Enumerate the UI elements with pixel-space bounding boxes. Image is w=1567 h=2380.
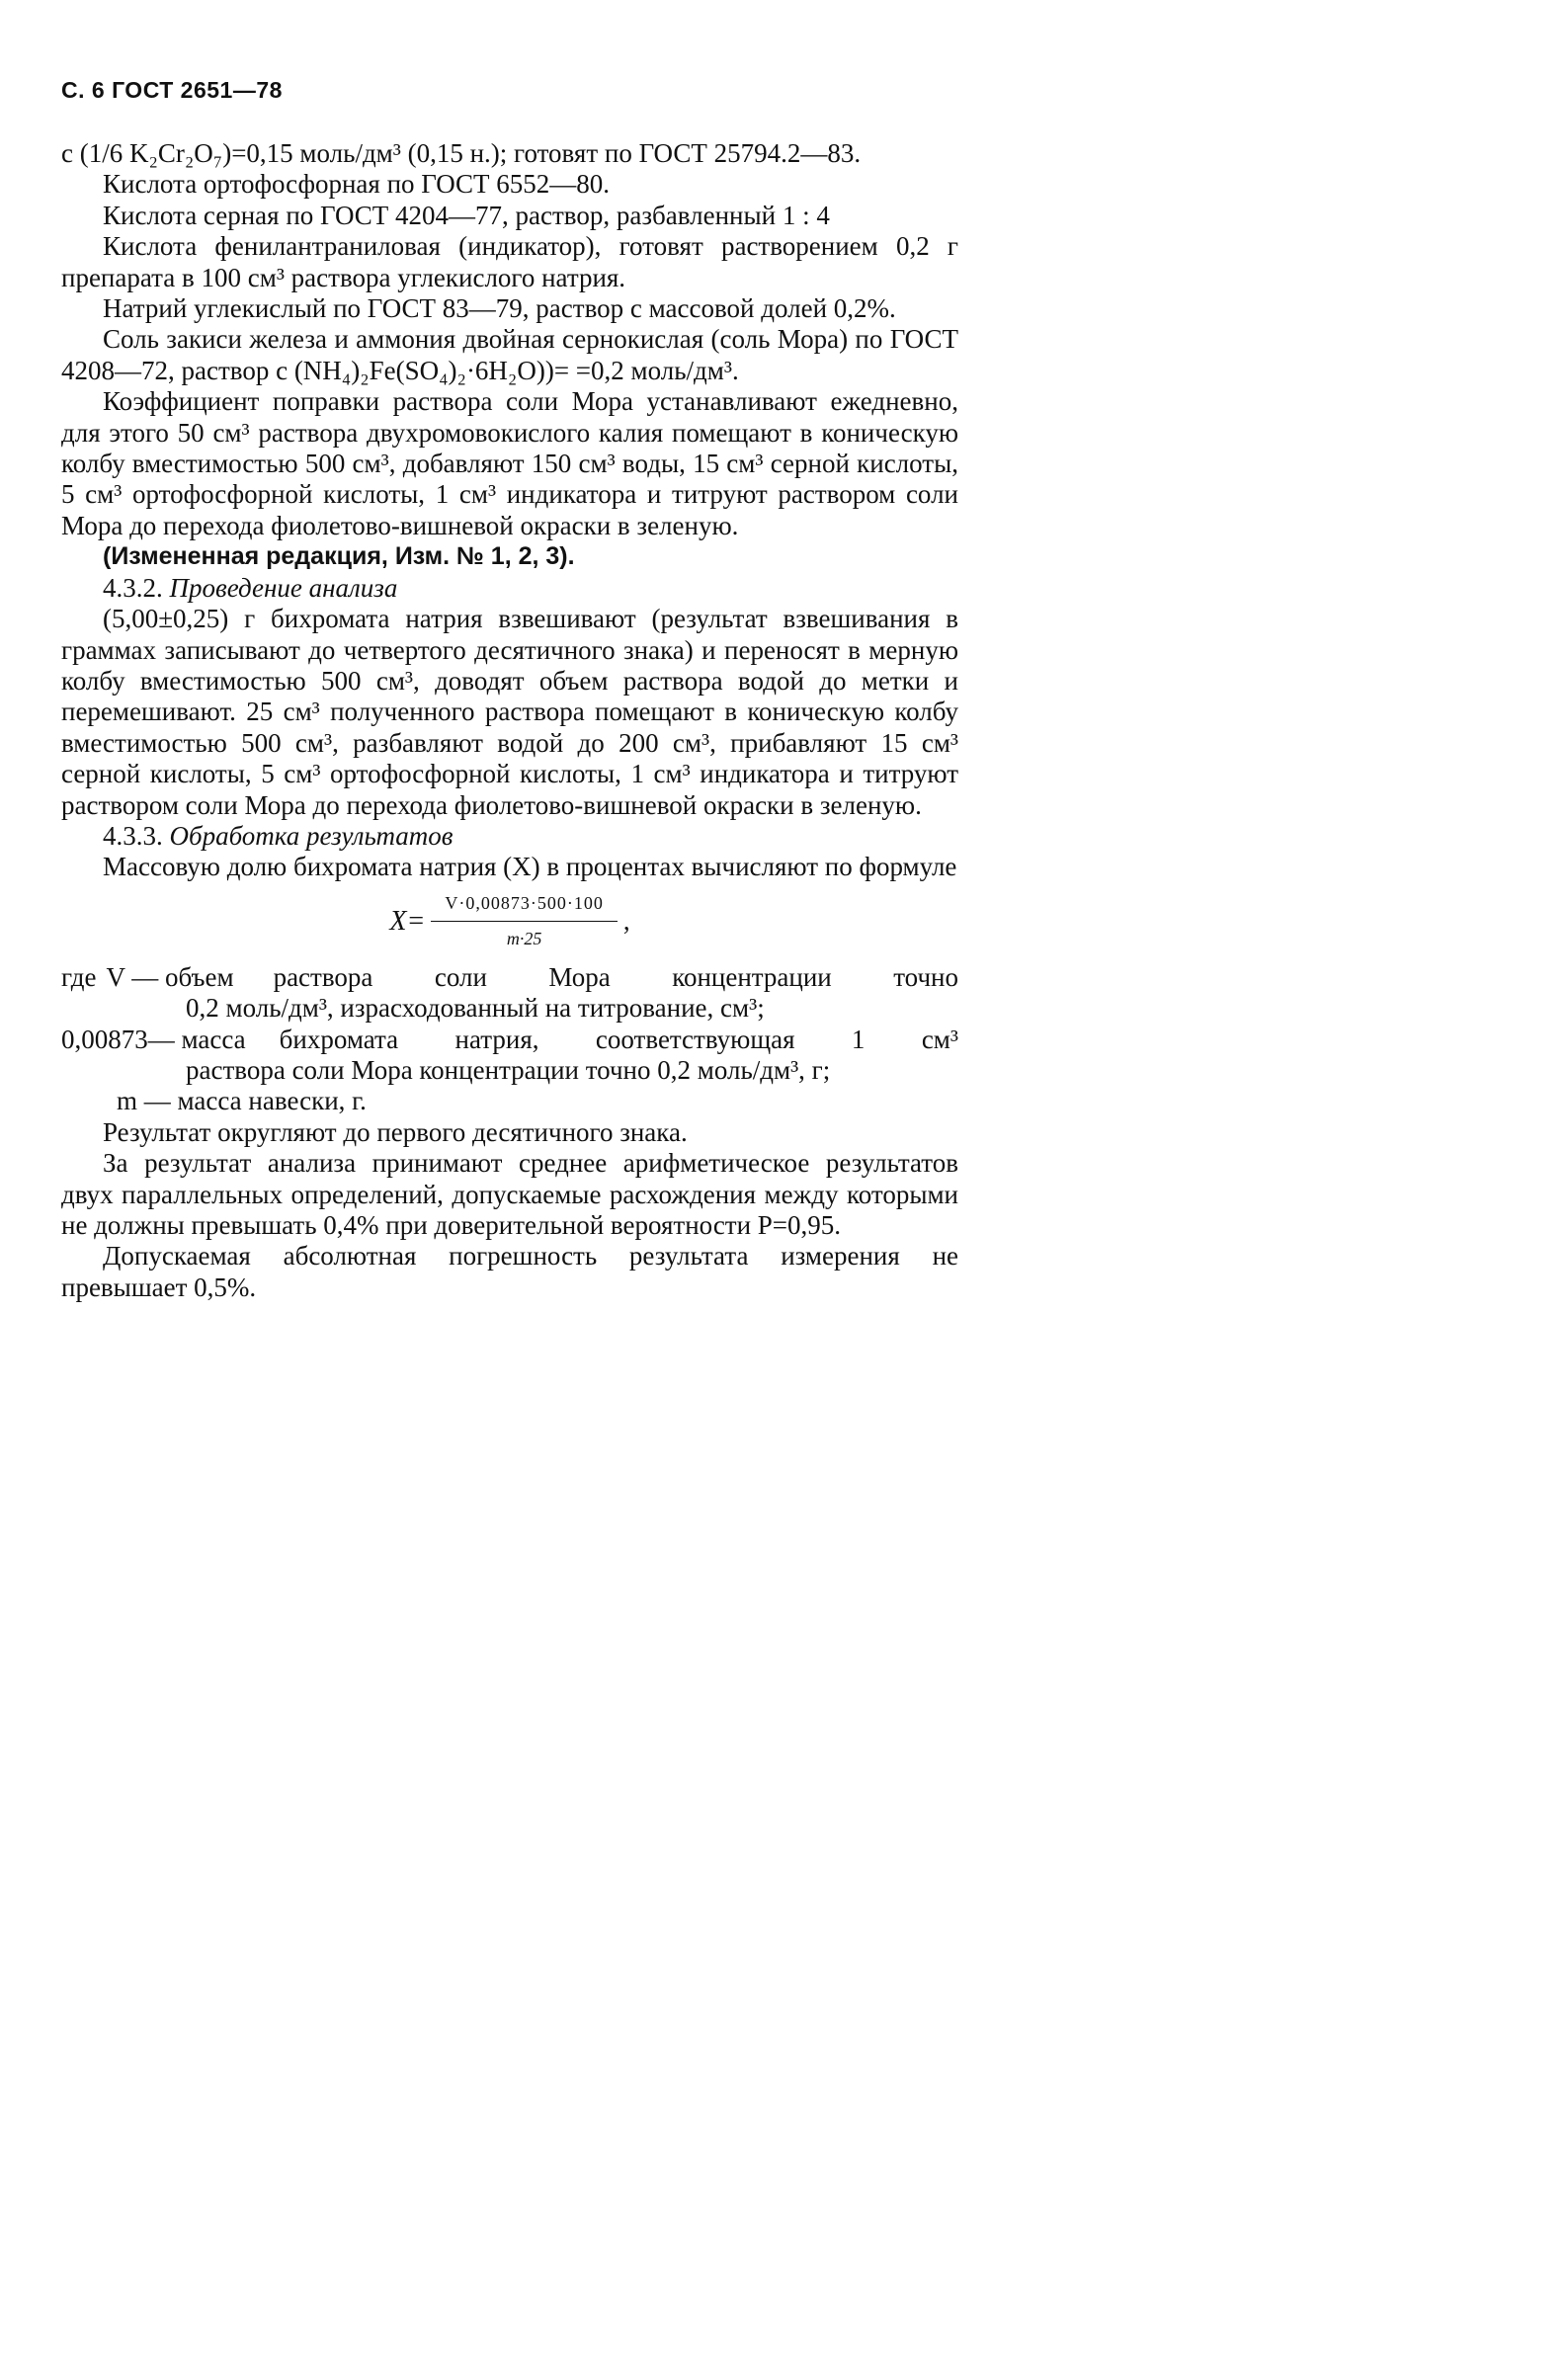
definition-m: m — масса навески, г. (117, 1086, 367, 1116)
definition-coefficient (61, 1025, 958, 1055)
amendment-note: (Измененная редакция, Изм. № 1, 2, 3). (103, 542, 575, 571)
mohr-salt-paragraph: Соль закиси железа и аммония двойная сернокислая (соль Мора) по ГОСТ 4208—72, раствор с (NH₄)₂Fe(SO₄)₂·6H₂O))= =0,2 моль/дм³. (61, 324, 958, 385)
section-number: 4.3.3. (103, 820, 163, 851)
sodium-carbonate-paragraph: Натрий углекислый по ГОСТ 83—79, раствор с массовой долей 0,2%. (103, 293, 896, 324)
analysis-procedure-paragraph: (5,00±0,25) г бихромата натрия взвешивают (результат взвешивания в граммах записывают до четвертого десятичного знака) и переносят в мерную колбу вместимостью 500 см³, доводят объем раствора водой до метки и перемешивают. 25 см³ полученного раствора помещают в коническую колбу вместимостью 500 см³, разбавляют водой до 200 см³, прибавляют 15 см³ серной кислоты, 5 см³ ортофосфорной кислоты, 1 см³ индикатора и титруют раствором соли Мора до перехода фиолетово-вишневой окраски в зеленую. (61, 604, 958, 820)
indicator-paragraph: Кислота фенилантраниловая (индикатор), готовят растворением 0,2 г препарата в 100 см³ раствора углекислого натрия. (61, 231, 958, 292)
dichromate-solution-line: с (1/6 K₂Cr₂O₇)=0,15 моль/дм³ (0,15 н.); готовят по ГОСТ 25794.2—83. (61, 138, 862, 168)
document-body (61, 138, 958, 1303)
error-paragraph: Допускаемая абсолютная погрешность результата измерения не превышает 0,5%. (61, 1241, 958, 1302)
section-title: Проведение анализа (169, 572, 398, 603)
section-heading-4-3-2 (61, 573, 958, 604)
page-header: С. 6 ГОСТ 2651—78 (61, 77, 283, 103)
definition-v (61, 962, 958, 993)
sulfuric-acid-paragraph: Кислота серная по ГОСТ 4204—77, раствор, разбавленный 1 : 4 (103, 200, 830, 230)
formula-denominator: m·25 (506, 929, 542, 949)
definition-v-text: раствора соли Мора концентрации точно (273, 961, 958, 992)
formula-comma: , (622, 906, 630, 937)
definition-lead: где (61, 961, 97, 992)
correction-factor-paragraph: Коэффициент поправки раствора соли Мора устанавливают ежедневно, для этого 50 см³ раствора двухромовокислого калия помещают в коническую колбу вместимостью 500 см³, добавляют 150 см³ воды, 15 см³ серной кислоты, 5 см³ ортофосфорной кислоты, 1 см³ индикатора и титруют раствором соли Мора до перехода фиолетово-вишневой окраски в зеленую. (61, 386, 958, 540)
definition-v-key: V — объем (106, 961, 234, 992)
definition-v-continuation: 0,2 моль/дм³, израсходованный на титрование, см³; (186, 993, 765, 1024)
result-paragraph: За результат анализа принимают среднее арифметическое результатов двух параллельных определений, допускаемые расхождения между которыми не должны превышать 0,4% при доверительной вероятности P=0,95. (61, 1148, 958, 1240)
section-heading-4-3-3 (61, 821, 958, 852)
rounding-paragraph: Результат округляют до первого десятичного знака. (103, 1116, 688, 1147)
variable-definitions (61, 962, 958, 1117)
definition-coefficient-continuation: раствора соли Мора концентрации точно 0,2 моль/дм³, г; (186, 1054, 831, 1085)
definition-coefficient-key: 0,00873— масса (61, 1024, 246, 1054)
formula-lhs: X= (389, 906, 426, 938)
section-number: 4.3.2. (103, 572, 163, 603)
section-title: Обработка результатов (169, 820, 454, 851)
document-page (0, 0, 1012, 1535)
formula-intro-paragraph: Массовую долю бихромата натрия (X) в процентах вычисляют по формуле (103, 852, 957, 882)
definition-coefficient-text: бихромата натрия, соответствующая 1 см³ (279, 1024, 958, 1054)
mass-fraction-formula (61, 883, 958, 960)
formula-numerator: V·0,00873·500·100 (431, 888, 617, 922)
formula-fraction (431, 888, 617, 955)
phosphoric-acid-paragraph: Кислота ортофосфорная по ГОСТ 6552—80. (103, 169, 611, 200)
